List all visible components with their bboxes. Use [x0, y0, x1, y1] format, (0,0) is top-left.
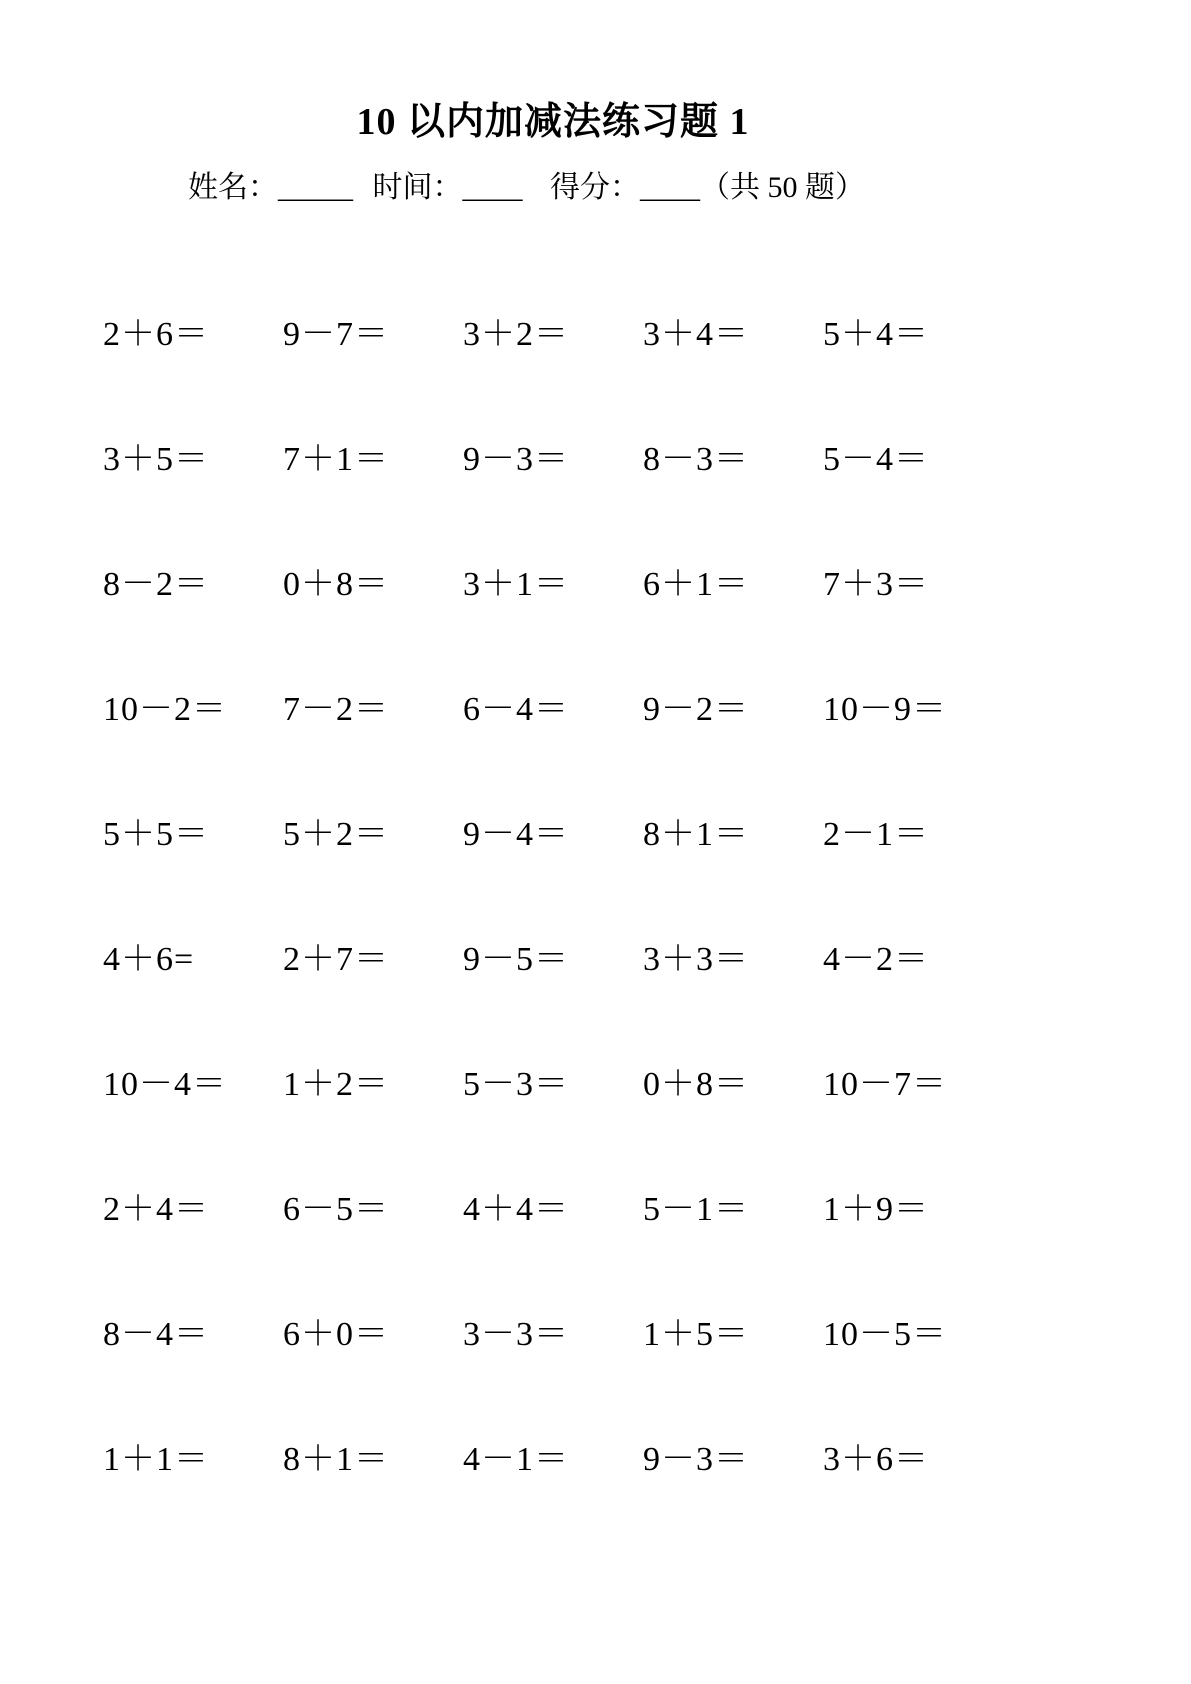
problem: 6＋0＝: [283, 1315, 389, 1353]
problem: 0＋8＝: [643, 1065, 749, 1103]
problem: 5－3＝: [463, 1065, 569, 1103]
problem: 5＋5＝: [103, 815, 209, 853]
problem: 3＋2＝: [463, 315, 569, 353]
problem-row: [103, 1143, 1003, 1268]
problems-grid: [103, 268, 1003, 1518]
score-label: 得分：: [550, 170, 640, 204]
problem: 7＋1＝: [283, 440, 389, 478]
problem: 3＋6＝: [823, 1440, 929, 1478]
problem: 4＋6=: [103, 940, 195, 978]
page-title: 10 以内加减法练习题 1: [356, 101, 750, 143]
problem: 3＋1＝: [463, 565, 569, 603]
meta-line: [188, 170, 1003, 206]
problem: 0＋8＝: [283, 565, 389, 603]
problem: 7－2＝: [283, 690, 389, 728]
problem: 5－1＝: [643, 1190, 749, 1228]
problem-row: [103, 893, 1003, 1018]
problem: 8－2＝: [103, 565, 209, 603]
problem: 10－4＝: [103, 1065, 227, 1103]
problem: 2＋7＝: [283, 940, 389, 978]
problem: 3＋4＝: [643, 315, 749, 353]
problem: 5＋2＝: [283, 815, 389, 853]
problem: 6－4＝: [463, 690, 569, 728]
problem: 10－7＝: [823, 1065, 947, 1103]
problem-row: [103, 1268, 1003, 1393]
problem: 1＋5＝: [643, 1315, 749, 1353]
time-blank: ____: [462, 170, 523, 204]
name-label: 姓名：: [188, 170, 278, 204]
problem: 1＋2＝: [283, 1065, 389, 1103]
problem: 3－3＝: [463, 1315, 569, 1353]
problem: 3＋3＝: [643, 940, 749, 978]
problem: 9－7＝: [283, 315, 389, 353]
score-blank: ____: [640, 170, 700, 204]
problem: 1＋1＝: [103, 1440, 209, 1478]
problem: 10－9＝: [823, 690, 947, 728]
problem: 3＋5＝: [103, 440, 209, 478]
worksheet-page: [103, 0, 1003, 1518]
problem: 9－3＝: [643, 1440, 749, 1478]
problem: 4＋4＝: [463, 1190, 569, 1228]
problem-row: [103, 1393, 1003, 1518]
problem: 9－3＝: [463, 440, 569, 478]
total-note: （共 50 题）: [700, 170, 865, 204]
problem: 5－4＝: [823, 440, 929, 478]
problem: 4－2＝: [823, 940, 929, 978]
name-blank: _____: [278, 170, 353, 204]
problem: 2＋4＝: [103, 1190, 209, 1228]
problem: 10－5＝: [823, 1315, 947, 1353]
problem: 6＋1＝: [643, 565, 749, 603]
problem: 4－1＝: [463, 1440, 569, 1478]
problem-row: [103, 268, 1003, 393]
problem: 10－2＝: [103, 690, 227, 728]
problem-row: [103, 518, 1003, 643]
problem-row: [103, 768, 1003, 893]
problem: 9－4＝: [463, 815, 569, 853]
problem: 6－5＝: [283, 1190, 389, 1228]
problem: 9－5＝: [463, 940, 569, 978]
problem: 8＋1＝: [643, 815, 749, 853]
problem: 8＋1＝: [283, 1440, 389, 1478]
problem: 7＋3＝: [823, 565, 929, 603]
time-label: 时间：: [372, 170, 463, 204]
problem: 2－1＝: [823, 815, 929, 853]
problem: 8－4＝: [103, 1315, 209, 1353]
problem: 5＋4＝: [823, 315, 929, 353]
problem: 9－2＝: [643, 690, 749, 728]
problem: 2＋6＝: [103, 315, 209, 353]
problem: 8－3＝: [643, 440, 749, 478]
problem-row: [103, 643, 1003, 768]
problem-row: [103, 393, 1003, 518]
problem: 1＋9＝: [823, 1190, 929, 1228]
problem-row: [103, 1018, 1003, 1143]
